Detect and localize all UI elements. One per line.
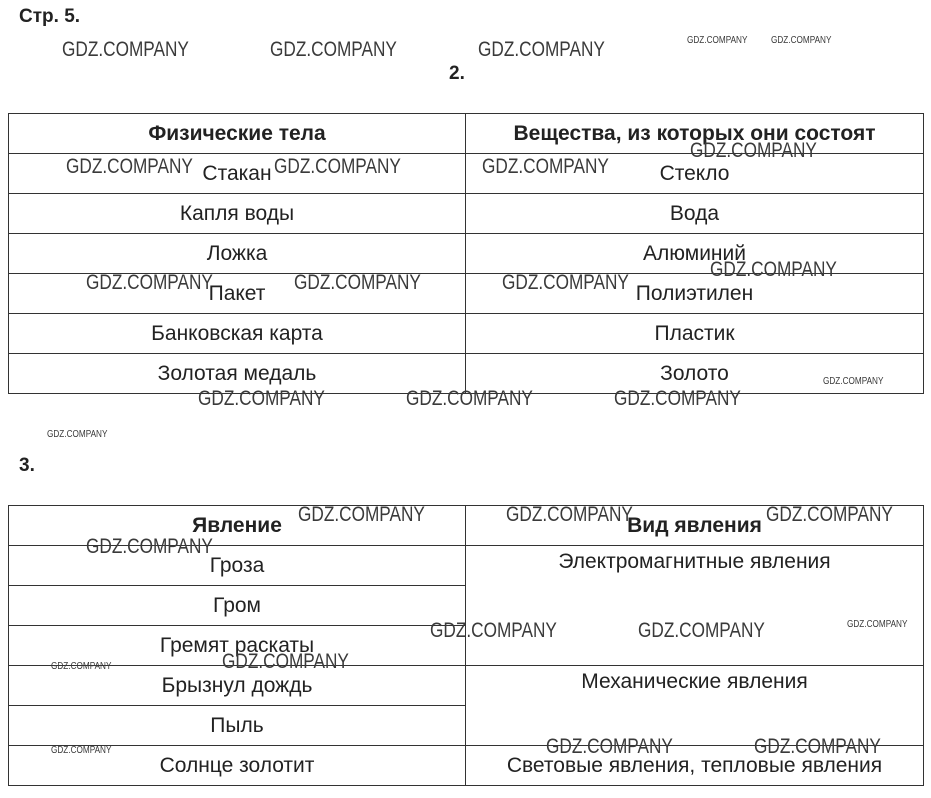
phenomenon-cell: Пыль: [9, 706, 466, 746]
header-physical-bodies: Физические тела: [9, 114, 466, 154]
watermark: GDZ.COMPANY: [47, 429, 108, 440]
page-title: Стр. 5.: [19, 6, 81, 27]
watermark: GDZ.COMPANY: [66, 155, 193, 178]
substance-cell: Алюминий: [466, 234, 924, 274]
table-row: [9, 314, 924, 354]
substance-cell: Стекло: [466, 154, 924, 194]
watermark: GDZ.COMPANY: [482, 155, 609, 178]
phenomenon-cell: Гром: [9, 586, 466, 626]
body-cell: Золотая медаль: [9, 354, 466, 394]
kind-cell-mechanical: Механические явления: [466, 666, 924, 746]
watermark: GDZ.COMPANY: [506, 503, 633, 526]
watermark: GDZ.COMPANY: [638, 619, 765, 642]
table-row: [9, 666, 924, 706]
watermark: GDZ.COMPANY: [86, 271, 213, 294]
watermark: GDZ.COMPANY: [51, 661, 112, 672]
body-cell: Стакан: [9, 154, 466, 194]
watermark: GDZ.COMPANY: [823, 376, 884, 387]
substance-cell: Золото: [466, 354, 924, 394]
body-cell: Пакет: [9, 274, 466, 314]
watermark: GDZ.COMPANY: [51, 745, 112, 756]
watermark: GDZ.COMPANY: [86, 535, 213, 558]
watermark: GDZ.COMPANY: [198, 387, 325, 410]
watermark: GDZ.COMPANY: [270, 38, 397, 61]
substance-cell: Вода: [466, 194, 924, 234]
phenomenon-cell: Гремят раскаты: [9, 626, 466, 666]
task-2-number: 2.: [449, 63, 465, 84]
watermark: GDZ.COMPANY: [478, 38, 605, 61]
watermark: GDZ.COMPANY: [687, 35, 748, 46]
substance-cell: Полиэтилен: [466, 274, 924, 314]
watermark: GDZ.COMPANY: [546, 735, 673, 758]
body-cell: Банковская карта: [9, 314, 466, 354]
watermark: GDZ.COMPANY: [406, 387, 533, 410]
watermark: GDZ.COMPANY: [754, 735, 881, 758]
watermark: GDZ.COMPANY: [502, 271, 629, 294]
watermark: GDZ.COMPANY: [771, 35, 832, 46]
watermark: GDZ.COMPANY: [294, 271, 421, 294]
header-substances: Вещества, из которых они состоят: [466, 114, 924, 154]
body-cell: Ложка: [9, 234, 466, 274]
phenomenon-cell: Брызнул дождь: [9, 666, 466, 706]
task-3-number: 3.: [19, 455, 35, 476]
watermark: GDZ.COMPANY: [710, 258, 837, 281]
watermark: GDZ.COMPANY: [222, 650, 349, 673]
substance-cell: Пластик: [466, 314, 924, 354]
phenomenon-cell: Гроза: [9, 546, 466, 586]
body-cell: Капля воды: [9, 194, 466, 234]
header-phenomenon: Явление: [9, 506, 466, 546]
watermark: GDZ.COMPANY: [62, 38, 189, 61]
watermark: GDZ.COMPANY: [690, 139, 817, 162]
kind-cell-electromagnetic: Электромагнитные явления: [466, 546, 924, 666]
table-row: [9, 194, 924, 234]
watermark: GDZ.COMPANY: [430, 619, 557, 642]
watermark: GDZ.COMPANY: [614, 387, 741, 410]
watermark: GDZ.COMPANY: [298, 503, 425, 526]
kind-cell-light-thermal: Световые явления, тепловые явления: [466, 746, 924, 786]
watermark: GDZ.COMPANY: [766, 503, 893, 526]
phenomenon-cell: Солнце золотит: [9, 746, 466, 786]
watermark: GDZ.COMPANY: [847, 619, 908, 630]
watermark: GDZ.COMPANY: [274, 155, 401, 178]
header-phenomenon-kind: Вид явления: [466, 506, 924, 546]
